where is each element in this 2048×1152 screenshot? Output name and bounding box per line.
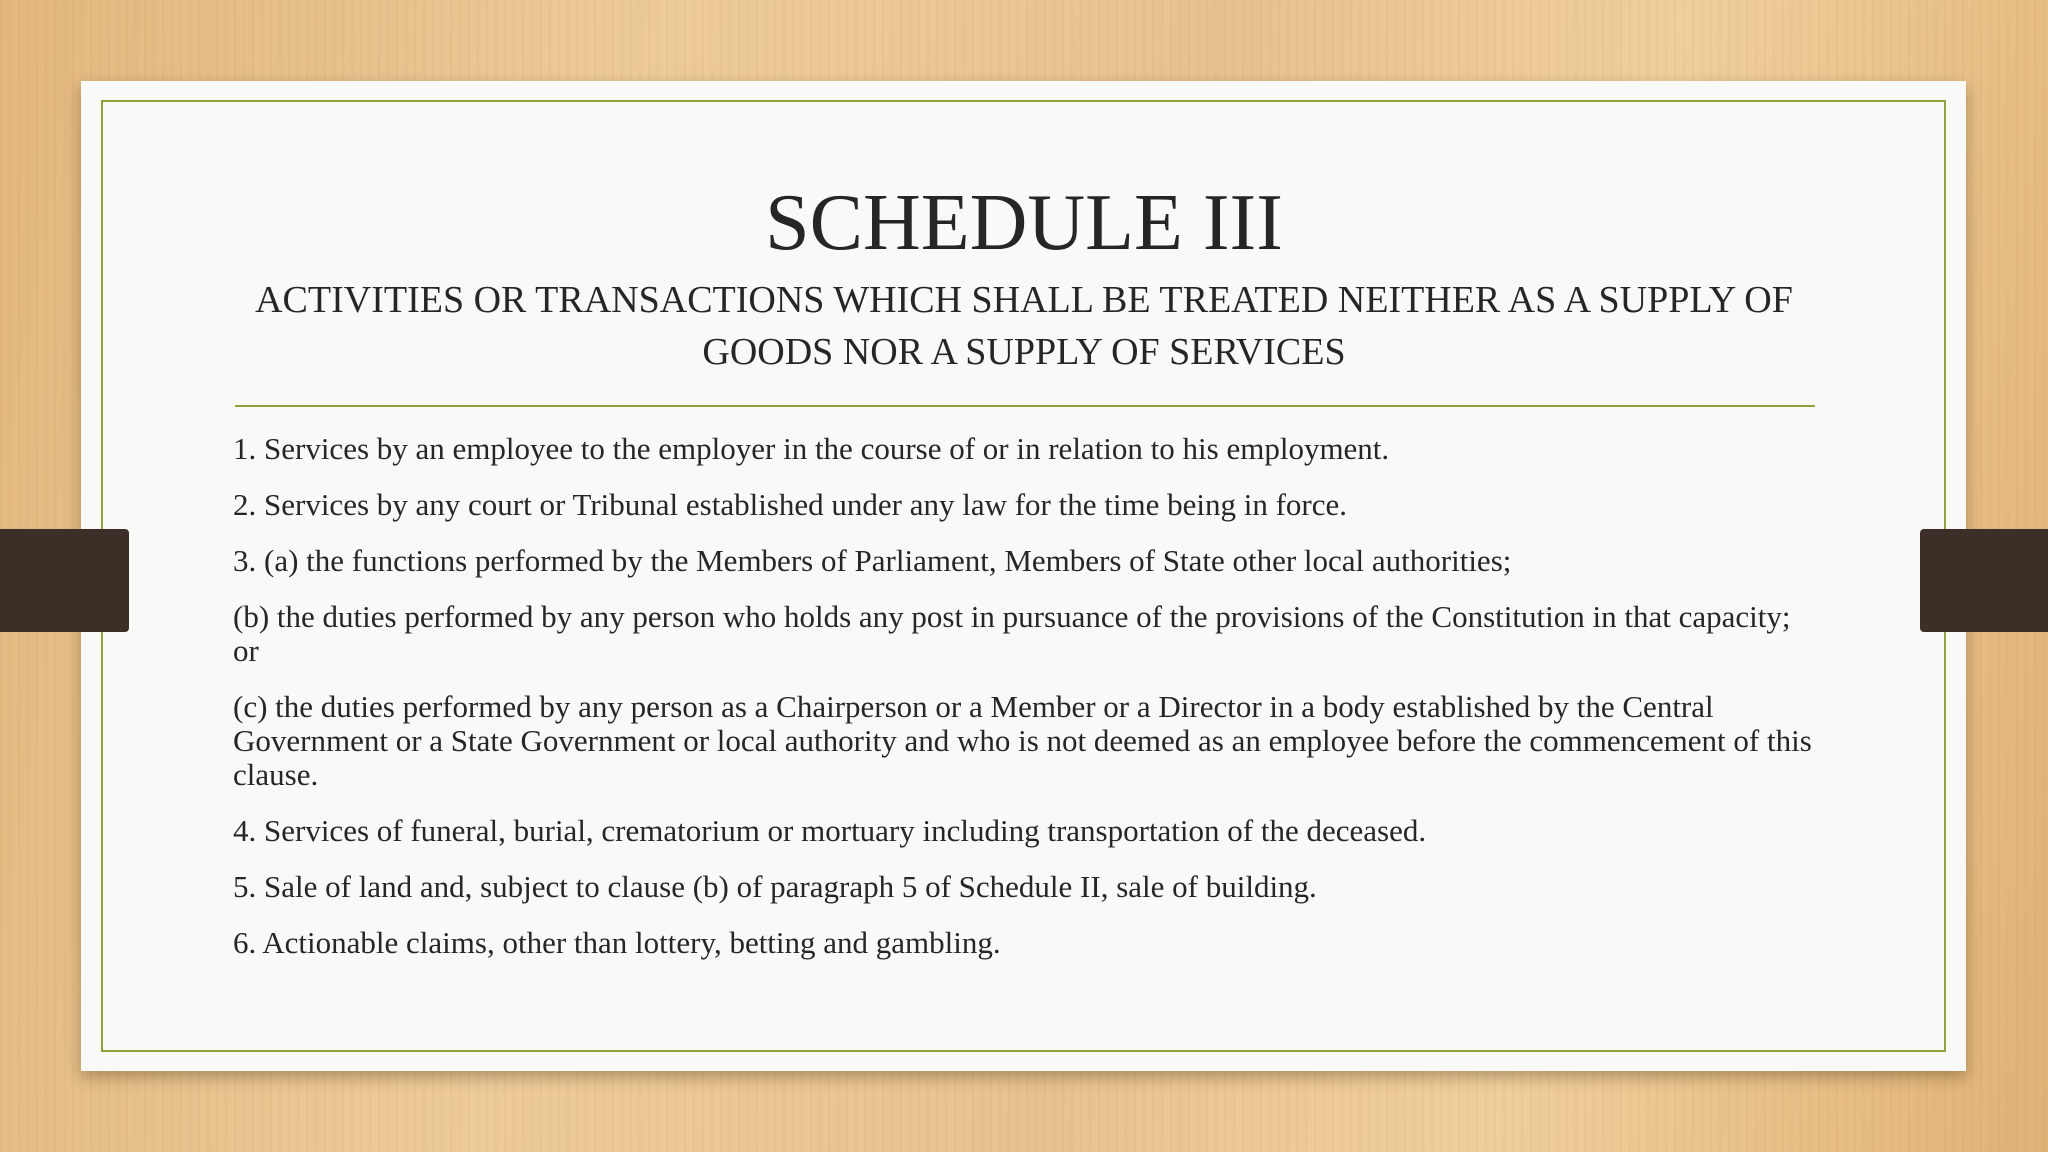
list-item: 2. Services by any court or Tribunal established under any law for the time being in force. [233, 487, 1348, 522]
right-binder-clip [1920, 529, 1968, 632]
title-divider [235, 405, 1815, 407]
left-binder-clip [81, 529, 129, 632]
slide-subtitle: ACTIVITIES OR TRANSACTIONS WHICH SHALL BE TREATED NEITHER AS A SUPPLY OF GOODS NOR A SUPPLY OF SERVICES [255, 279, 1793, 373]
list-item: 3. (a) the functions performed by the Members of Parliament, Members of State other local authorities; [233, 543, 1512, 578]
list-item: (b) the duties performed by any person who holds any post in pursuance of the provisions of the Constitution in that capacity; or [233, 599, 1791, 668]
list-item: 6. Actionable claims, other than lottery, betting and gambling. [233, 925, 1001, 960]
list-item: 4. Services of funeral, burial, crematorium or mortuary including transportation of the deceased. [233, 813, 1427, 848]
slide-title: SCHEDULE III [765, 179, 1283, 267]
list-item: 5. Sale of land and, subject to clause (b) of paragraph 5 of Schedule II, sale of building. [233, 869, 1317, 904]
list-item: 1. Services by an employee to the employer in the course of or in relation to his employment. [233, 431, 1390, 466]
list-item: (c) the duties performed by any person as a Chairperson or a Member or a Director in a body established by the Central Government or a State Government or local authority and who is not deemed as an employee before the commencement of this clause. [233, 689, 1812, 792]
schedule-item-list [233, 432, 1813, 982]
